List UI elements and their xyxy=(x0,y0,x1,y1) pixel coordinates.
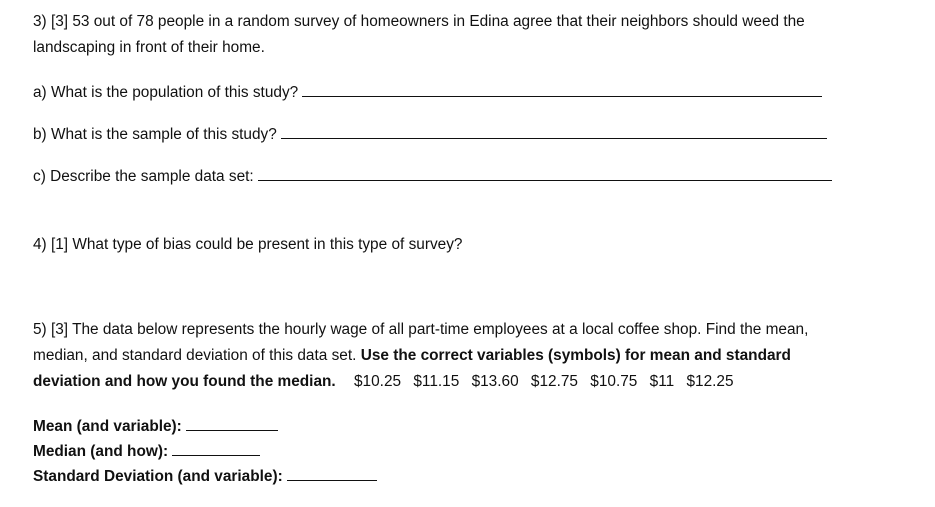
q5-line2 xyxy=(33,346,791,366)
mean-row xyxy=(33,416,278,437)
wage-value: $11 xyxy=(649,373,675,390)
q3b-answer-blank[interactable] xyxy=(281,124,827,139)
q3b-question: b) What is the sample of this study? xyxy=(33,126,277,143)
q5-line2-bold: Use the correct variables (symbols) for mean and standard xyxy=(360,347,791,364)
wage-list xyxy=(354,373,742,390)
median-row xyxy=(33,441,260,462)
mean-answer-blank[interactable] xyxy=(186,416,278,431)
wage-value: $12.25 xyxy=(686,373,734,390)
median-label: Median (and how): xyxy=(33,443,169,460)
q3b-row xyxy=(33,124,827,145)
sd-label: Standard Deviation (and variable): xyxy=(33,468,283,485)
median-answer-blank[interactable] xyxy=(172,441,260,456)
mean-label: Mean (and variable): xyxy=(33,418,182,435)
q3c-row xyxy=(33,166,832,187)
q3a-row xyxy=(33,82,822,103)
wage-value: $10.75 xyxy=(590,373,638,390)
q3-header: 3) [3] 53 out of 78 people in a random survey of homeowners in Edina agree that their neighbors should weed the xyxy=(33,13,805,30)
wage-value: $12.75 xyxy=(530,373,578,390)
sd-row xyxy=(33,466,377,487)
wage-value: $10.25 xyxy=(353,373,402,390)
q3a-question: a) What is the population of this study? xyxy=(33,84,299,101)
q4-question: 4) [1] What type of bias could be present in this type of survey? xyxy=(33,236,463,253)
q5-line3-bold: deviation and how you found the median. xyxy=(33,373,336,390)
q3c-answer-blank[interactable] xyxy=(258,166,832,181)
sd-answer-blank[interactable] xyxy=(287,466,377,481)
q5-line3 xyxy=(33,372,742,392)
wage-value: $13.60 xyxy=(471,373,519,390)
wage-value: $11.15 xyxy=(413,373,460,390)
q5-line2-plain: median, and standard deviation of this data set. xyxy=(33,347,357,364)
q5-line1: 5) [3] The data below represents the hourly wage of all part-time employees at a local coffee shop. Find the mean, xyxy=(33,321,809,338)
q3a-answer-blank[interactable] xyxy=(302,82,822,97)
q3c-question: c) Describe the sample data set: xyxy=(33,168,254,185)
q3-header-cont: landscaping in front of their home. xyxy=(33,39,265,56)
